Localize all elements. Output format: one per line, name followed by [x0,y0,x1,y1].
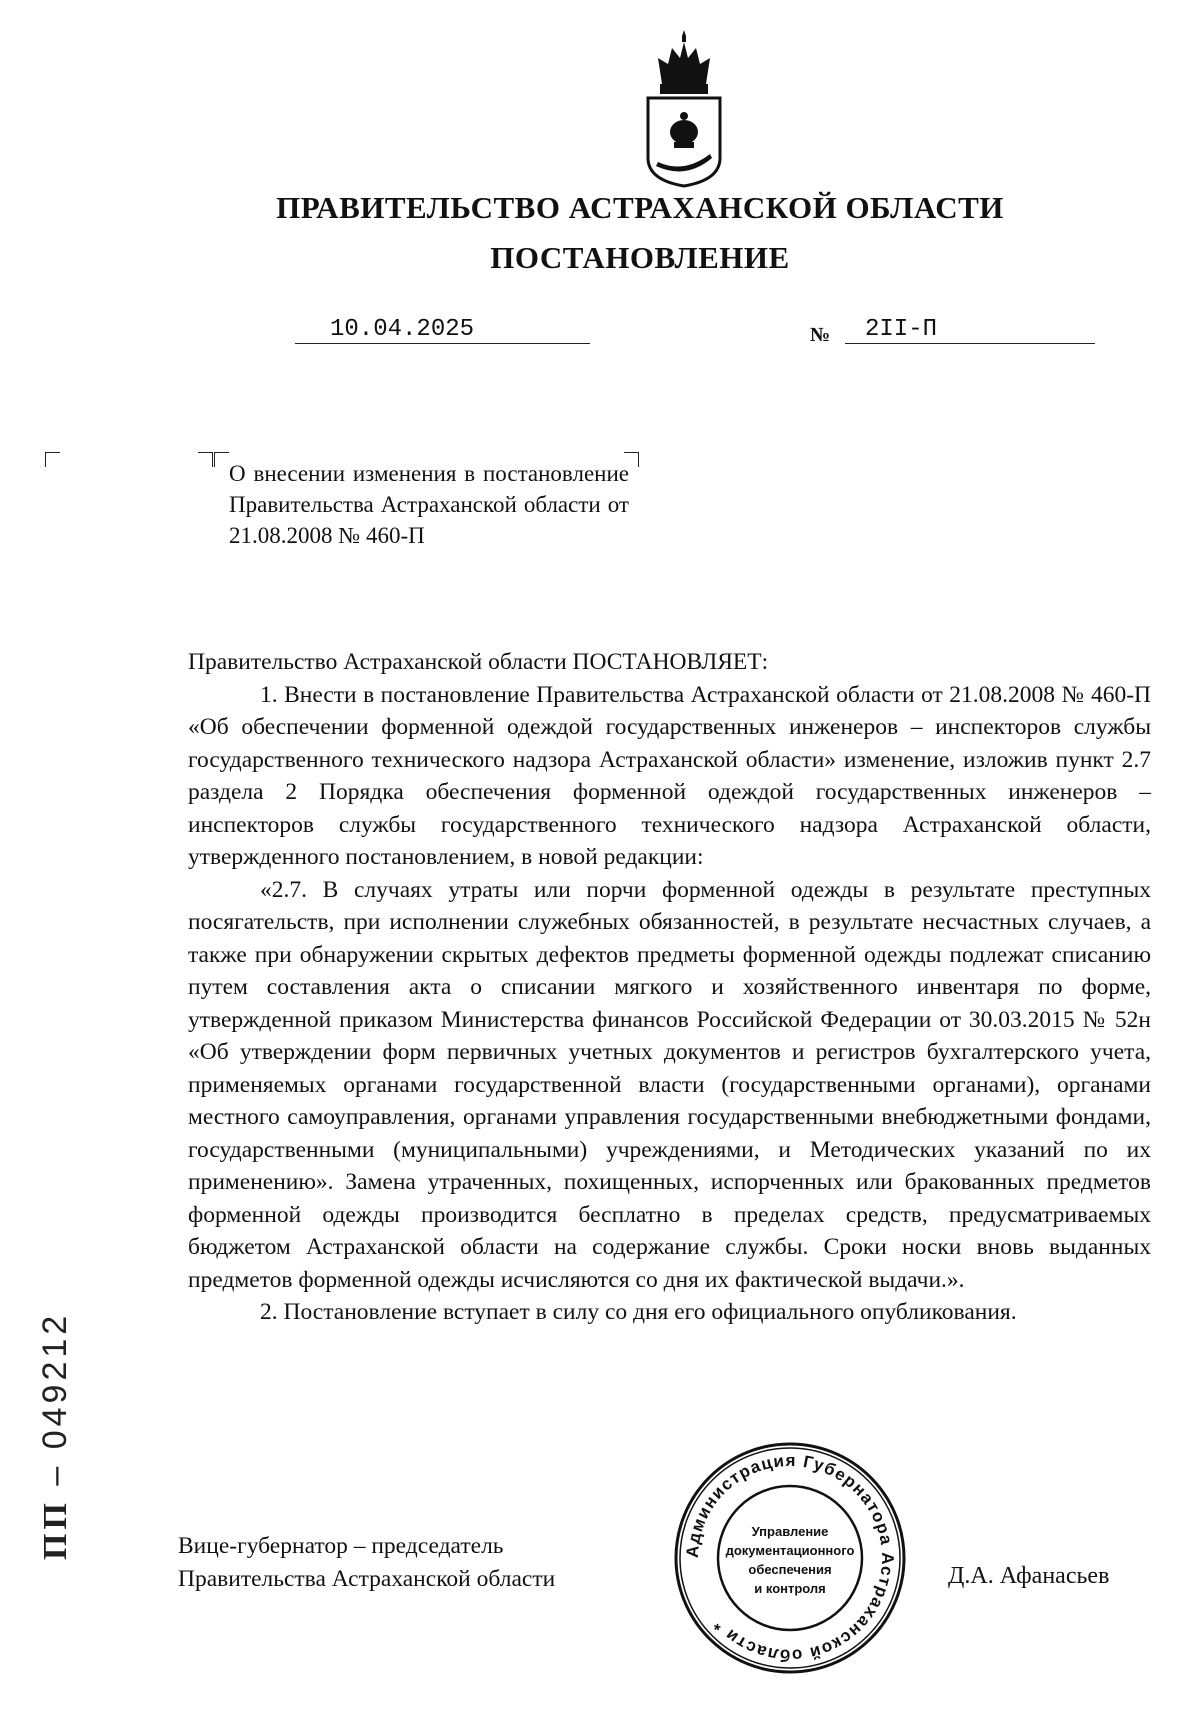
seal-center-line-2: документационного [725,1543,855,1558]
coat-of-arms-emblem [640,28,728,188]
subject-text: О внесении изменения в постановление Правительства Астраханской области от [229,461,629,517]
subject-corner-mark-left-outer [198,452,213,467]
subject-block [229,458,629,551]
resolution-item-1-quote: «2.7. В случаях утраты или порчи форменной одежды в результате преступных посягательств, при исполнении служебных обязанностей, в результате несчастных случаев, а также при обнаружении скрытых дефектов предметы форменной одежды подлежат списанию путем составления акта о списании мягкого и хозяйственного инвентаря по форме, утвержденной приказом Министерства финансов Российской Федерации от 30.03.2015 № 52н «Об утверждении форм первичных учетных документов и регистров бухгалтерского учета, применяемых органами государственной власти (государственными органами), органами местного самоуправления, органами управления государственными внебюджетными фондами, государственными (муниципальными) учреждениями, и Методических указаний по их применению». Замена утраченных, похищенных, испорченных или бракованных предметов форменной одежды производится бесплатно в пределах средств, предусматриваемых бюджетом Астраханской области на содержание службы. Сроки носки вновь выданных предметов форменной одежды исчисляются со дня их фактической выдачи.». [188,876,1151,1293]
government-title: ПРАВИТЕЛЬСТВО АСТРАХАНСКОЙ ОБЛАСТИ [276,190,1004,225]
resolution-item-1: 1. Внести в постановление Правительства Астраханской области от 21.08.2008 № 460-П «Об обеспечении форменной одеждой государственных инженеров – инспекторов службы государственного технического надзора Астраханской области» изменение, изложив пункт 2.7 раздела 2 Порядка обеспечения форменной одеждой государственных инженеров – инспекторов службы государственного технического надзора Астраханской области, утвержденного постановлением, в новой редакции: [188,681,1151,870]
number-label: № [810,324,831,346]
seal-center-line-4: и контроля [754,1581,826,1596]
document-date: 10.04.2025 [330,316,475,343]
number-underline [845,343,1095,344]
signer-position-line-1: Вице-губернатор – председатель [178,1533,504,1559]
seal-center-line-3: обеспечения [748,1562,832,1577]
registry-code-prefix: ПП [37,1499,74,1560]
date-underline [295,343,590,344]
registry-code: ПП – 049212 [36,1311,74,1560]
resolution-intro: Правительство Астраханской области ПОСТАНОВЛЯЕТ: [188,649,769,675]
resolution-item-2: 2. Постановление вступает в силу со дня его официального опубликования. [260,1299,1017,1325]
signer-name: Д.А. Афанасьев [948,1563,1110,1589]
seal-center-line-1: Управление [751,1524,829,1539]
signer-position [178,1530,555,1596]
official-seal [672,1440,908,1676]
page-corner-mark [45,452,60,467]
document-type-title: ПОСТАНОВЛЕНИЕ [490,240,790,275]
resolution-body [188,646,1151,1329]
subject-reference: 21.08.2008 № 460-П [229,523,425,548]
document-number: 2II-П [865,316,938,343]
signer-position-line-2: Правительства Астраханской области [178,1566,556,1592]
registry-code-number: 049212 [36,1311,74,1450]
seal-ring-text: Администрация Губернатора Астраханской области * [682,1450,898,1666]
subject-corner-mark-left-inner [214,452,229,467]
